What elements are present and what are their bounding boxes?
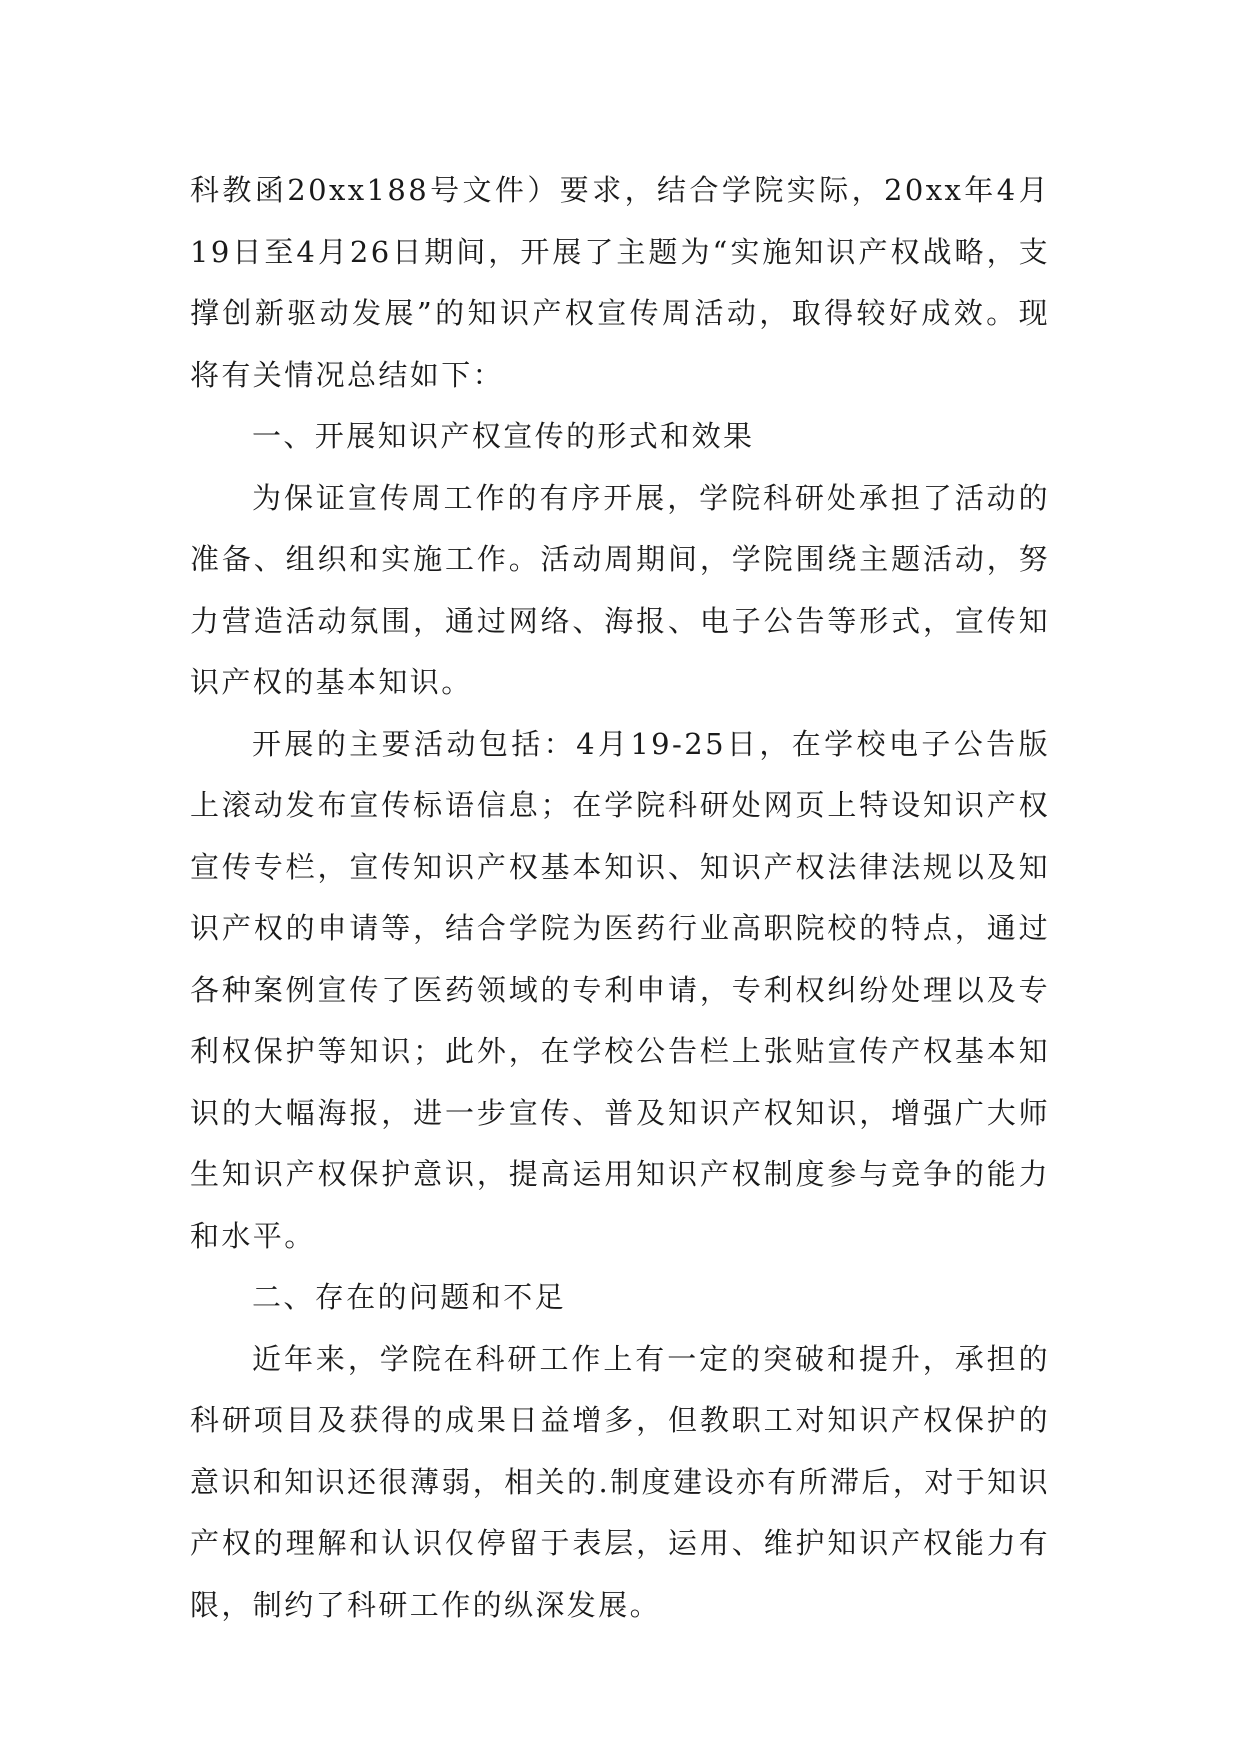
paragraph-section1-2: 开展的主要活动包括：4月19-25日，在学校电子公告版上滚动发布宣传标语信息；在学院科研处网页上特设知识产权宣传专栏，宣传知识产权基本知识、知识产权法律法规以及知识产权的申请等，结合学院为医药行业高职院校的特点，通过各种案例宣传了医药领域的专利申请，专利权纠纷处理以及专利权保护等知识；此外，在学校公告栏上张贴宣传产权基本知识的大幅海报，进一步宣传、普及知识产权知识，增强广大师生知识产权保护意识，提高运用知识产权制度参与竞争的能力和水平。 <box>190 726 1050 1253</box>
section-heading-2: 二、存在的问题和不足 <box>252 1280 567 1314</box>
document-body <box>190 160 1050 1636</box>
paragraph-section2-1: 近年来，学院在科研工作上有一定的突破和提升，承担的科研项目及获得的成果日益增多，但教职工对知识产权保护的意识和知识还很薄弱，相关的.制度建设亦有所滞后，对于知识产权的理解和认识仅停留于表层，运用、维护知识产权能力有限，制约了科研工作的纵深发展。 <box>190 1341 1050 1622</box>
paragraph-intro: 科教函20xx188号文件）要求，结合学院实际，20xx年4月19日至4月26日期间，开展了主题为“实施知识产权战略，支撑创新驱动发展”的知识产权宣传周活动，取得较好成效。现将有关情况总结如下： <box>190 173 1050 392</box>
section-heading-1: 一、开展知识产权宣传的形式和效果 <box>252 419 755 453</box>
paragraph-section1-1: 为保证宣传周工作的有序开展，学院科研处承担了活动的准备、组织和实施工作。活动周期间，学院围绕主题活动，努力营造活动氛围，通过网络、海报、电子公告等形式，宣传知识产权的基本知识。 <box>190 480 1050 699</box>
